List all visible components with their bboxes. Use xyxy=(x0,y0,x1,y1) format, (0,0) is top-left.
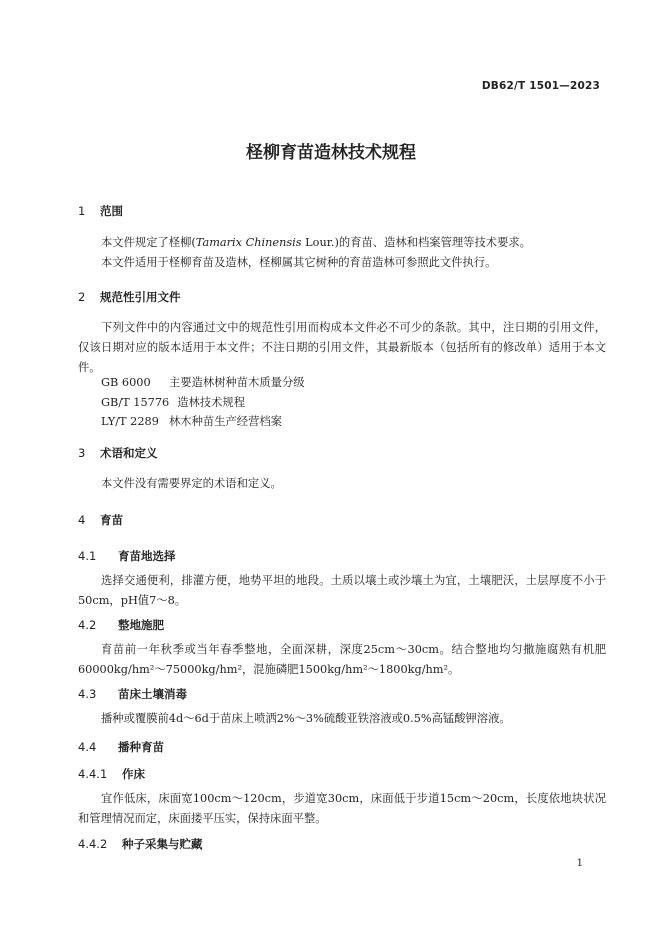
section-4-4-heading xyxy=(78,739,164,755)
section-number: 2 xyxy=(78,290,86,304)
section-4-heading xyxy=(78,512,123,528)
reference-item xyxy=(101,374,305,390)
latin-name: Tamarix Chinensis xyxy=(195,236,302,249)
section-1-heading xyxy=(78,203,123,219)
section-title: 整地施肥 xyxy=(118,618,164,632)
section-4-1-heading xyxy=(78,548,176,564)
section-number: 4.2 xyxy=(78,618,97,632)
section-title: 术语和定义 xyxy=(100,446,158,460)
section-3-para-1: 本文件没有需要界定的术语和定义。 xyxy=(101,477,282,490)
document-code: DB62/T 1501—2023 xyxy=(481,80,600,92)
reference-name: 造林技术规程 xyxy=(177,396,245,409)
reference-item xyxy=(101,413,282,429)
section-title: 规范性引用文件 xyxy=(100,290,181,304)
section-title: 范围 xyxy=(100,204,123,218)
section-4-3-para: 播种或覆膜前4d～6d于苗床上喷洒2%～3%硫酸亚铁溶液或0.5%高锰酸钾溶液。 xyxy=(101,712,511,725)
section-4-3-heading xyxy=(78,686,187,702)
page-number: 1 xyxy=(576,858,583,869)
section-number: 4.3 xyxy=(78,687,97,701)
section-number: 4.1 xyxy=(78,549,97,563)
section-title: 种子采集与贮藏 xyxy=(122,837,203,851)
text: Lour.)的育苗、造林和档案管理等技术要求。 xyxy=(301,236,531,249)
section-title: 播种育苗 xyxy=(118,740,164,754)
section-4-2-heading xyxy=(78,617,164,633)
document-title: 柽柳育苗造林技术规程 xyxy=(246,143,416,163)
section-2-para-1: 下列文件中的内容通过文中的规范性引用而构成本文件必不可少的条款。其中，注日期的引用文件，仅该日期对应的版本适用于本文件；不注日期的引用文件，其最新版本（包括所有的修改单）适用于本文件。 xyxy=(78,321,606,374)
section-4-4-1-heading xyxy=(78,766,145,782)
reference-name: 林木种苗生产经营档案 xyxy=(169,415,282,428)
section-number: 1 xyxy=(78,204,86,218)
section-number: 4 xyxy=(78,513,86,527)
section-4-1-para: 选择交通便利，排灌方便，地势平坦的地段。土质以壤土或沙壤土为宜，土壤肥沃，土层厚度不小于50cm，pH值7～8。 xyxy=(78,574,606,607)
section-number: 4.4.1 xyxy=(78,767,108,781)
section-3-heading xyxy=(78,445,158,461)
section-title: 育苗 xyxy=(100,513,123,527)
section-1-para-1 xyxy=(78,233,606,253)
text: 本文件规定了柽柳( xyxy=(101,236,196,249)
section-4-4-2-heading xyxy=(78,836,203,852)
reference-code: LY/T 2289 xyxy=(101,415,159,428)
reference-name: 主要造林树种苗木质量分级 xyxy=(169,376,305,389)
section-title: 作床 xyxy=(122,767,145,781)
section-1-para-2: 本文件适用于柽柳育苗及造林，柽柳属其它树种的育苗造林可参照此文件执行。 xyxy=(101,256,497,269)
section-number: 4.4 xyxy=(78,740,97,754)
reference-code: GB 6000 xyxy=(101,376,151,389)
section-4-2-para: 育苗前一年秋季或当年春季整地，全面深耕，深度25cm～30cm。结合整地均匀撒施腐熟有机肥60000kg/hm²～75000kg/hm²，混施磷肥1500kg/hm²～1800kg/hm²。 xyxy=(78,643,606,676)
section-4-4-1-para: 宜作低床，床面宽100cm～120cm，步道宽30cm，床面低于步道15cm～20cm，长度依地块状况和管理情况而定，床面搂平压实，保持床面平整。 xyxy=(78,792,606,825)
section-title: 育苗地选择 xyxy=(118,549,176,563)
section-number: 3 xyxy=(78,446,86,460)
section-2-heading xyxy=(78,289,181,305)
reference-code: GB/T 15776 xyxy=(101,396,170,409)
reference-item xyxy=(101,394,245,410)
section-number: 4.4.2 xyxy=(78,837,108,851)
section-title: 苗床土壤消毒 xyxy=(118,687,187,701)
